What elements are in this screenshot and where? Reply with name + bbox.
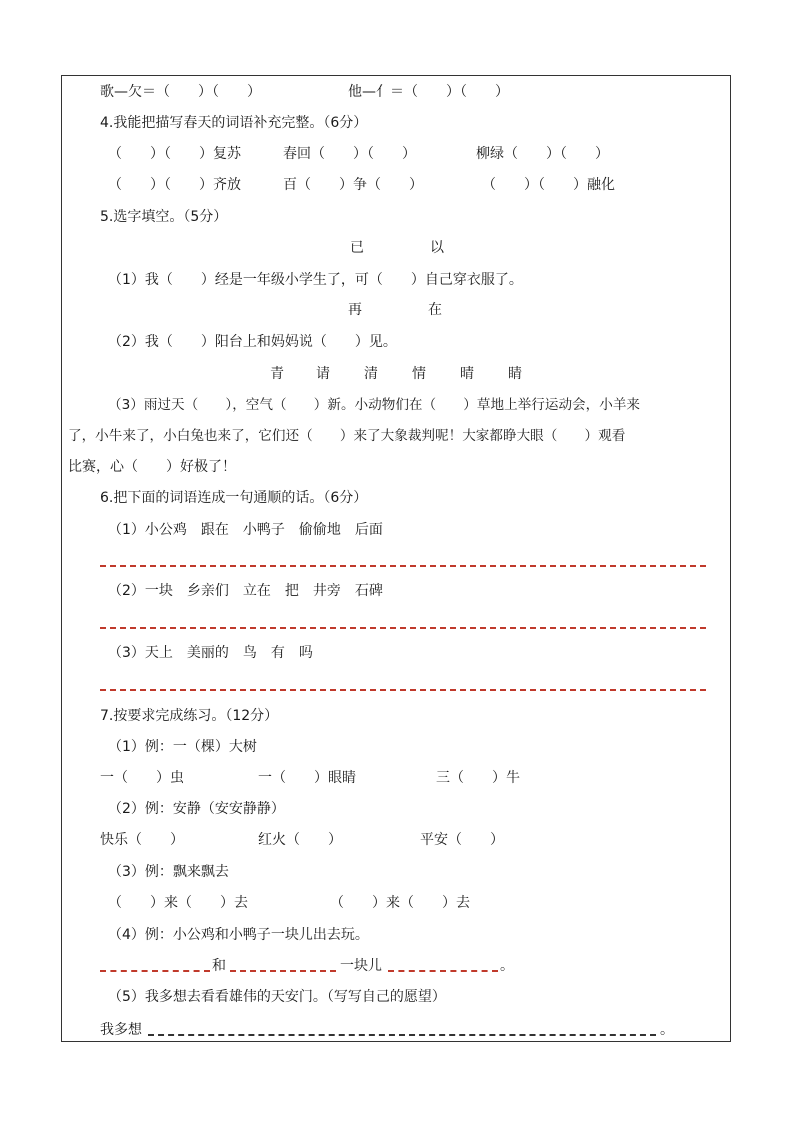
q5-choice-3a: 青 xyxy=(270,366,284,382)
q7-ex3-b[interactable]: （ ）来（ ）去 xyxy=(330,895,470,911)
q5-choice-1a: 已 xyxy=(350,240,364,256)
q5-sentence-2[interactable]: （2）我（ ）阳台上和妈妈说（ ）见。 xyxy=(108,334,397,350)
q5-choice-1b: 以 xyxy=(430,240,444,256)
q7-ex5-blank[interactable] xyxy=(148,1034,656,1036)
q6-answer-line-2[interactable] xyxy=(100,627,706,629)
q5-sentence-1[interactable]: （1）我（ ）经是一年级小学生了，可（ ）自己穿衣服了。 xyxy=(108,272,523,288)
q7-ex5-prefix: 我多想 xyxy=(100,1022,142,1038)
q7-ex4-word-2: 一块儿 xyxy=(340,958,382,974)
q7-ex3-a[interactable]: （ ）来（ ）去 xyxy=(108,895,248,911)
q6-title: 6.把下面的词语连成一句通顺的话。（6分） xyxy=(100,490,368,506)
q7-ex2: （2）例：安静（安安静静） xyxy=(108,801,285,817)
q4-title: 4.我能把描写春天的词语补充完整。（6分） xyxy=(100,115,368,131)
q7-ex1-c[interactable]: 三（ ）牛 xyxy=(436,770,520,786)
q6-answer-line-1[interactable] xyxy=(100,565,706,567)
q3-right: 他—亻＝（ ）（ ） xyxy=(348,84,509,100)
q7-ex4-blank-3[interactable] xyxy=(388,970,498,972)
q4-r2-a[interactable]: （ ）（ ）齐放 xyxy=(108,177,241,193)
q4-r1-a[interactable]: （ ）（ ）复苏 xyxy=(108,146,241,162)
q7-ex4-blank-2[interactable] xyxy=(230,970,336,972)
q5-choice-3b: 请 xyxy=(316,366,330,382)
q6-item-1: （1）小公鸡 跟在 小鸭子 偷偷地 后面 xyxy=(108,522,383,538)
q5-choice-3e: 晴 xyxy=(460,366,474,382)
q4-r1-c[interactable]: 柳绿（ ）（ ） xyxy=(476,146,609,162)
q5-choice-3d: 情 xyxy=(412,366,426,382)
q5-choice-2b: 在 xyxy=(428,302,442,318)
q7-ex4-period: 。 xyxy=(500,958,514,974)
q7-title: 7.按要求完成练习。（12分） xyxy=(100,708,279,724)
q7-ex1: （1）例：一（棵）大树 xyxy=(108,739,257,755)
q6-item-3: （3）天上 美丽的 鸟 有 吗 xyxy=(108,645,313,661)
q4-r2-b[interactable]: 百（ ）争（ ） xyxy=(283,177,423,193)
q7-ex4-word-1: 和 xyxy=(212,958,226,974)
q5-sentence-3-line3[interactable]: 比赛，心（ ）好极了！ xyxy=(68,459,236,475)
q7-ex5: （5）我多想去看看雄伟的天安门。（写写自己的愿望） xyxy=(108,989,446,1005)
q5-sentence-3-line1[interactable]: （3）雨过天（ ），空气（ ）新。小动物们在（ ）草地上举行运动会，小羊来 xyxy=(108,397,641,413)
q7-ex2-c[interactable]: 平安（ ） xyxy=(420,832,504,848)
q5-choice-2a: 再 xyxy=(348,302,362,318)
q7-ex4: （4）例：小公鸡和小鸭子一块儿出去玩。 xyxy=(108,927,369,943)
q5-sentence-3-line2[interactable]: 了，小牛来了，小白兔也来了，它们还（ ）来了大象裁判呢！大家都睁大眼（ ）观看 xyxy=(68,428,626,444)
q3-left: 歌—欠＝（ ）（ ） xyxy=(100,84,261,100)
q7-ex2-b[interactable]: 红火（ ） xyxy=(258,832,342,848)
q5-choice-3f: 睛 xyxy=(508,366,522,382)
q6-item-2: （2）一块 乡亲们 立在 把 井旁 石碑 xyxy=(108,583,383,599)
q6-answer-line-3[interactable] xyxy=(100,689,706,691)
q4-r2-c[interactable]: （ ）（ ）融化 xyxy=(482,177,615,193)
q5-title: 5.选字填空。（5分） xyxy=(100,209,228,225)
q7-ex5-period: 。 xyxy=(660,1022,674,1038)
q7-ex3: （3）例：飘来飘去 xyxy=(108,864,229,880)
q4-r1-b[interactable]: 春回（ ）（ ） xyxy=(283,146,416,162)
q7-ex4-blank-1[interactable] xyxy=(100,970,210,972)
q7-ex1-a[interactable]: 一（ ）虫 xyxy=(100,770,184,786)
q5-choice-3c: 清 xyxy=(364,366,378,382)
q7-ex2-a[interactable]: 快乐（ ） xyxy=(100,832,184,848)
q7-ex1-b[interactable]: 一（ ）眼睛 xyxy=(258,770,356,786)
